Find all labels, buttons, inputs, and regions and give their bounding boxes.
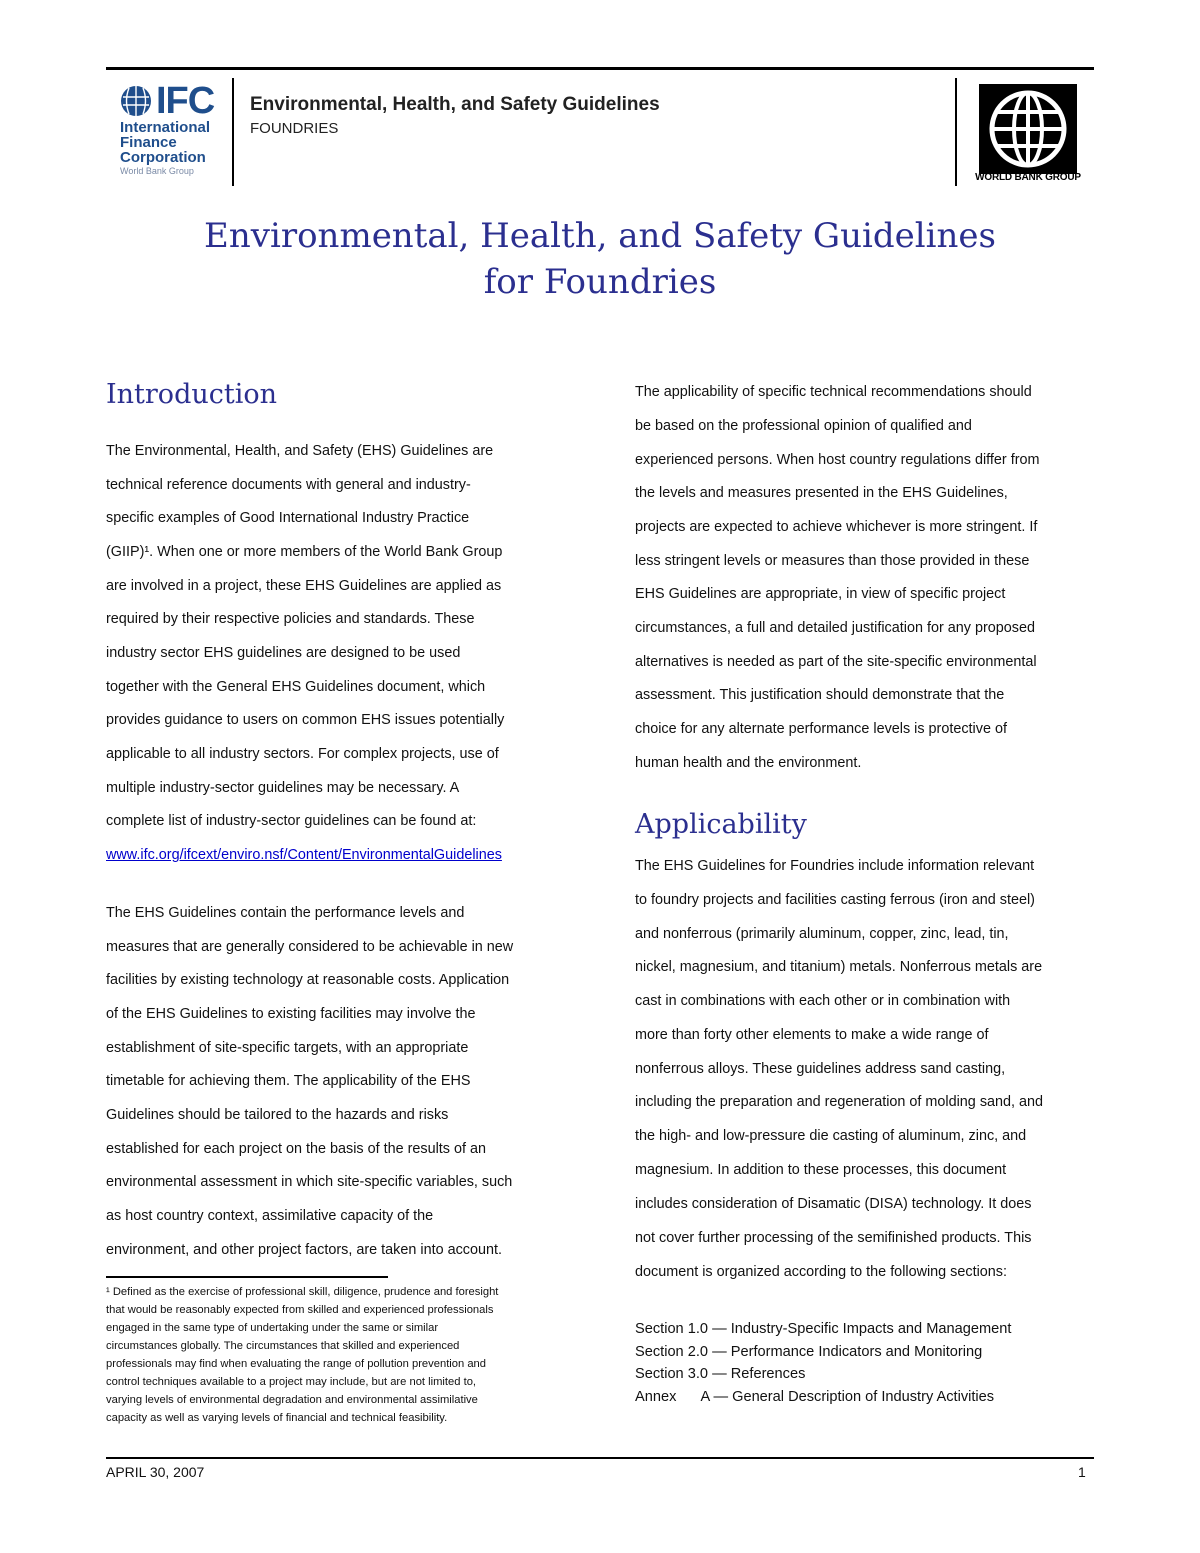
paragraph-line: nonferrous alloys. These guidelines address sand casting,: [635, 1061, 1006, 1077]
footnote-line: engaged in the same type of undertaking under the same or similar: [106, 1322, 439, 1334]
paragraph-line: less stringent levels or measures than those provided in these: [635, 553, 1030, 569]
paragraph-line: establishment of site-specific targets, with an appropriate: [106, 1040, 469, 1056]
paragraph-line: magnesium. In addition to these processes, this document: [635, 1162, 1007, 1178]
paragraph-line: facilities by existing technology at reasonable costs. Application: [106, 972, 510, 988]
ifc-name-line: International: [120, 119, 211, 136]
paragraph-line: includes consideration of Disamatic (DISA) technology. It does: [635, 1196, 1032, 1212]
section-list-item: [635, 1343, 982, 1361]
section-list-text: — References: [712, 1366, 806, 1382]
document-title-line: for Foundries: [483, 262, 717, 302]
paragraph-line: be based on the professional opinion of qualified and: [635, 418, 972, 434]
paragraph-line: and nonferrous (primarily aluminum, copper, zinc, lead, tin,: [635, 926, 1009, 942]
section-list-text: — Performance Indicators and Monitoring: [712, 1344, 983, 1360]
world-bank-emblem: [979, 84, 1077, 174]
footnote-line: capacity as well as varying levels of financial and technical feasibility.: [106, 1412, 448, 1424]
section-list-item: [635, 1320, 1011, 1338]
header-subtitle: FOUNDRIES: [250, 120, 339, 137]
paragraph-line: technical reference documents with general and industry-: [106, 477, 471, 493]
paragraph-line: projects are expected to achieve whichever is more stringent. If: [635, 519, 1038, 535]
paragraph-line: of the EHS Guidelines to existing facilities may involve the: [106, 1006, 476, 1022]
section-list-item: [635, 1365, 805, 1383]
paragraph-line: human health and the environment.: [635, 755, 862, 771]
paragraph-line: The applicability of specific technical recommendations should: [635, 384, 1032, 400]
paragraph-line: the levels and measures presented in the EHS Guidelines,: [635, 485, 1008, 501]
paragraph-line: not cover further processing of the semifinished products. This: [635, 1230, 1032, 1246]
document-title-line: Environmental, Health, and Safety Guidelines: [204, 216, 996, 256]
paragraph-line: (GIIP)¹. When one or more members of the World Bank Group: [106, 544, 503, 560]
paragraph-line: The Environmental, Health, and Safety (EHS) Guidelines are: [106, 443, 494, 459]
footer-rule: [106, 1457, 1094, 1459]
paragraph-line: required by their respective policies and standards. These: [106, 611, 475, 627]
footnote-separator: [106, 1276, 388, 1278]
section-list-item: [635, 1388, 994, 1406]
guidelines-link[interactable]: www.ifc.org/ifcext/enviro.nsf/Content/EnvironmentalGuidelines: [106, 847, 502, 863]
globe-icon: [120, 85, 152, 117]
paragraph-line: choice for any alternate performance levels is protective of: [635, 721, 1007, 737]
paragraph-line: industry sector EHS guidelines are designed to be used: [106, 645, 461, 661]
header-top-rule: [106, 67, 1094, 70]
ifc-mark: IFC: [156, 80, 215, 122]
ifc-sub: World Bank Group: [120, 166, 194, 176]
footnote-line: varying levels of environmental degradation and environmental assimilative: [106, 1394, 478, 1406]
header-divider-left: [232, 78, 234, 186]
paragraph-line: measures that are generally considered to be achievable in new: [106, 939, 514, 955]
world-bank-globe-icon: [979, 84, 1077, 174]
paragraph-line: experienced persons. When host country regulations differ from: [635, 452, 1040, 468]
paragraph-line: provides guidance to users on common EHS issues potentially: [106, 712, 505, 728]
paragraph-line: EHS Guidelines are appropriate, in view of specific project: [635, 586, 1006, 602]
paragraph-line: including the preparation and regeneration of molding sand, and: [635, 1094, 1044, 1110]
section-list-label: Section 3.0: [635, 1366, 709, 1382]
paragraph-line: timetable for achieving them. The applicability of the EHS: [106, 1073, 471, 1089]
paragraph-line: as host country context, assimilative capacity of the: [106, 1208, 434, 1224]
footnote-line: professionals may find when evaluating the range of pollution prevention and: [106, 1358, 487, 1370]
paragraph-line: complete list of industry-sector guidelines can be found at:: [106, 813, 477, 829]
paragraph-line: together with the General EHS Guidelines document, which: [106, 679, 486, 695]
section-list-text: — Industry-Specific Impacts and Management: [712, 1321, 1012, 1337]
paragraph-line: the high- and low-pressure die casting of aluminum, zinc, and: [635, 1128, 1027, 1144]
header-divider-right: [955, 78, 957, 186]
section-heading-applicability: Applicability: [635, 809, 807, 840]
footnote-line: control techniques available to a project may include, but are not limited to,: [106, 1376, 477, 1388]
footnote-line: that would be reasonably expected from skilled and experienced professionals: [106, 1304, 494, 1316]
ifc-name-line: Corporation: [120, 149, 206, 166]
paragraph-line: applicable to all industry sectors. For complex projects, use of: [106, 746, 499, 762]
paragraph-line: cast in combinations with each other or in combination with: [635, 993, 1011, 1009]
paragraph-line: to foundry projects and facilities casting ferrous (iron and steel): [635, 892, 1035, 908]
paragraph-line: environment, and other project factors, are taken into account.: [106, 1242, 502, 1258]
ifc-logo: [106, 80, 228, 180]
paragraph-line: The EHS Guidelines for Foundries include information relevant: [635, 858, 1035, 874]
footnote-line: circumstances globally. The circumstances that skilled and experienced: [106, 1340, 460, 1352]
paragraph-line: document is organized according to the following sections:: [635, 1264, 1007, 1280]
world-bank-logo: [962, 78, 1094, 186]
paragraph-line: assessment. This justification should demonstrate that the: [635, 687, 1005, 703]
paragraph-line: alternatives is needed as part of the site-specific environmental: [635, 654, 1037, 670]
header-title: Environmental, Health, and Safety Guidelines: [250, 94, 660, 115]
footer-date: APRIL 30, 2007: [106, 1464, 205, 1480]
section-list-label: Section 1.0: [635, 1321, 709, 1337]
paragraph-line: are involved in a project, these EHS Guidelines are applied as: [106, 578, 502, 594]
paragraph-line: environmental assessment in which site-specific variables, such: [106, 1174, 513, 1190]
paragraph-line: specific examples of Good International Industry Practice: [106, 510, 470, 526]
document-title: [0, 213, 1200, 305]
paragraph-line: multiple industry-sector guidelines may be necessary. A: [106, 780, 460, 796]
paragraph-line: The EHS Guidelines contain the performance levels and: [106, 905, 465, 921]
paragraph-line: more than forty other elements to make a wide range of: [635, 1027, 989, 1043]
section-list-letter: A: [700, 1389, 710, 1405]
page-number: 1: [1078, 1464, 1086, 1480]
section-list-label: Section 2.0: [635, 1344, 709, 1360]
world-bank-label: WORLD BANK GROUP: [975, 172, 1081, 183]
section-heading-introduction: Introduction: [106, 379, 277, 410]
ifc-name-line: Finance: [120, 134, 177, 151]
paragraph-line: circumstances, a full and detailed justification for any proposed: [635, 620, 1035, 636]
paragraph-line: nickel, magnesium, and titanium) metals. Nonferrous metals are: [635, 959, 1043, 975]
section-list-label: Annex: [635, 1389, 677, 1405]
section-list-text: — General Description of Industry Activities: [713, 1389, 995, 1405]
paragraph-line: established for each project on the basis of the results of an: [106, 1141, 486, 1157]
ifc-name: [120, 120, 210, 165]
footnote-line: ¹ Defined as the exercise of professional skill, diligence, prudence and foresight: [106, 1286, 499, 1298]
paragraph-line: Guidelines should be tailored to the hazards and risks: [106, 1107, 449, 1123]
